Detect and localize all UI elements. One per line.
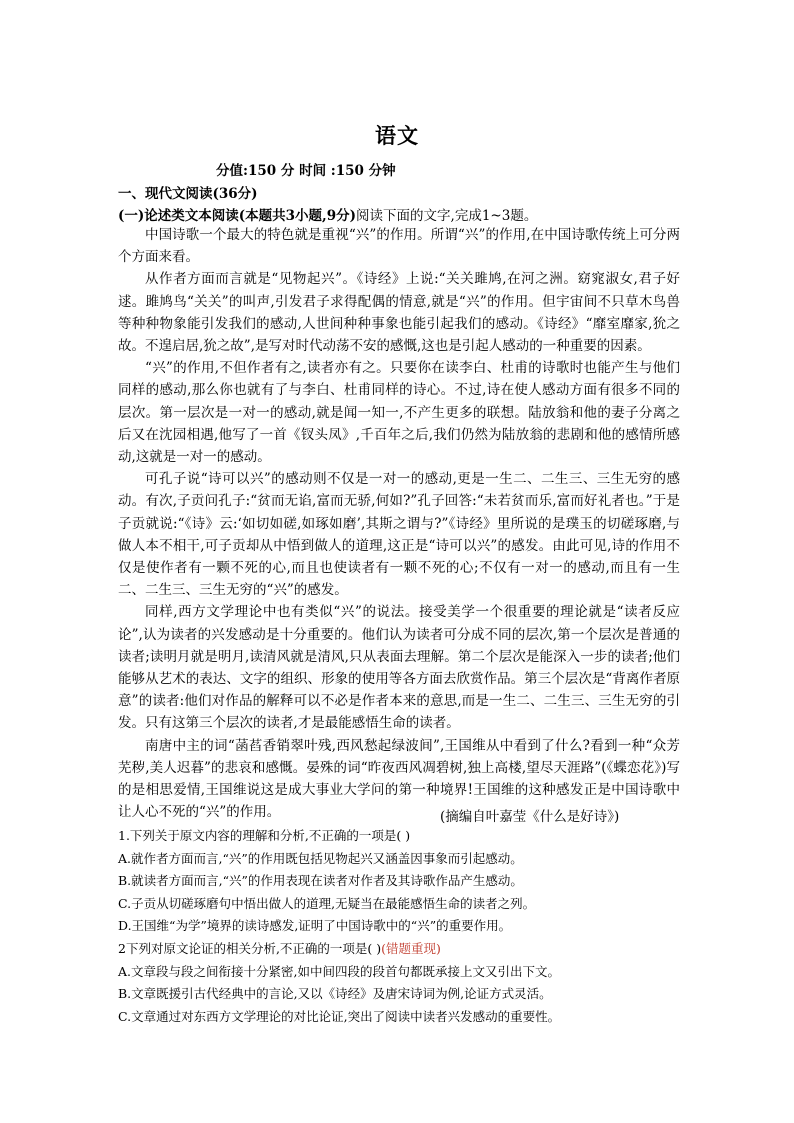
question-list xyxy=(118,825,680,1028)
question-stem: 1.下列关于原文内容的理解和分析,不正确的一项是( ) xyxy=(118,828,411,843)
passage-paragraph: “兴”的作用,不但作者有之,读者亦有之。只要你在读李白、杜甫的诗歌时也能产生与他们同样的感动,那么你也就有了与李白、杜甫同样的诗心。不过,诗在使人感动方面有很多不同的层次。第一层次是一对一的感动,就是闻一知一,不产生更多的联想。陆放翁和他的妻子分离之后又在沈园相遇,他写了一首《钗头凤》,千百年之后,我们仍然为陆放翁的悲剧和他的感情所感动,这就是一对一的感动。 xyxy=(118,360,680,466)
option-line: A.就作者方面而言,“兴”的作用既包括见物起兴又涵盖因事象而引起感动。 xyxy=(118,850,523,866)
error-review-tag: (错题重现) xyxy=(381,940,441,956)
sub-instruction: 阅读下面的文字,完成1~3题。 xyxy=(356,208,538,224)
option-line: C.子贡从切磋琢磨句中悟出做人的道理,无疑当在最能感悟生命的读者之列。 xyxy=(118,895,536,911)
passage-paragraph: 可孔子说“诗可以兴”的感动则不仅是一对一的感动,更是一生二、二生三、三生无穷的感动。有次,子贡问孔子:“贫而无谄,富而无骄,何如?”孔子回答:“未若贫而乐,富而好礼者也。”于是子贡就说:“《诗》云:‘如切如磋,如琢如磨’,其斯之谓与?”《诗经》里所说的是璞玉的切磋琢磨,与做人本不相干,可子贡却从中悟到做人的道理,这正是“诗可以兴”的感发。由此可见,诗的作用不仅是使作者有一颗不死的心,而且也使读者有一颗不死的心;不仅有一对一的感动,而且有一生二、二生三、三生无穷的“兴”的感发。 xyxy=(118,471,680,599)
passage-paragraph: 同样,西方文学理论中也有类似“兴”的说法。接受美学一个很重要的理论就是“读者反应论”,认为读者的兴发感动是十分重要的。他们认为读者可分成不同的层次,第一个层次是普通的读者;读明月就是明月,读清风就是清风,只从表面去理解。第二个层次是能深入一步的读者;他们能够从艺术的表达、文字的组织、形象的使用等各方面去欣赏作品。第三个层次是“背离作者原意”的读者:他们对作品的解释可以不必是作者本来的意思,而是一生二、二生三、三生无穷的引发。只有这第三个层次的读者,才是最能感悟生命的读者。 xyxy=(118,604,680,732)
page-title: 语文 xyxy=(375,123,419,148)
question-stem: 2下列对原文论证的相关分析,不正确的一项是( ) xyxy=(118,940,382,956)
passage-paragraph: 从作者方面而言就是“见物起兴”。《诗经》上说:“关关雎鸠,在河之洲。窈窕淑女,君子好逑。雎鸠鸟“关关”的叫声,引发君子求得配偶的情意,就是“兴”的作用。但宇宙间不只草木鸟兽等种种物象能引发我们的感动,人世间种种事象也能引起我们的感动。《诗经》“靡室靡家,狁之故。不遑启居,狁之故”,是写对时代动荡不安的感慨,这也是引起人感动的一种重要的因素。 xyxy=(118,271,680,355)
passage-paragraph: 中国诗歌一个最大的特色就是重视“兴”的作用。所谓“兴”的作用,在中国诗歌传统上可分两个方面来看。 xyxy=(118,227,680,266)
sub-heading: (一)论述类文本阅读(本题共3小题,9分) xyxy=(118,208,357,224)
option-line: B.就读者方面而言,“兴”的作用表现在读者对作者及其诗歌作品产生感动。 xyxy=(118,873,523,889)
section-heading: 一、现代文阅读(36分) xyxy=(118,186,258,202)
option-line: C.文章通过对东西方文学理论的对比论证,突出了阅读中读者兴发感动的重要性。 xyxy=(118,1008,561,1024)
question-stem-line xyxy=(118,938,680,961)
option-line: B.文章既援引古代经典中的言论,又以《诗经》及唐宋诗词为例,论证方式灵活。 xyxy=(118,986,552,1002)
passage-paragraph: 南唐中主的词“菡萏香销翠叶残,西风愁起绿波间”,王国维从中看到了什么?看到一种“众芳芜秽,美人迟暮”的悲哀和感慨。晏殊的词“昨夜西风凋碧树,独上高楼,望尽天涯路”(《蝶恋花》)写的是相思爱情,王国维说这是成大事业大学问的第一种境界!王国维的这种感发正是中国诗歌中让人心不死的“兴”的作用。 xyxy=(118,737,680,821)
exam-meta: 分值:150 分 时间 :150 分钟 xyxy=(216,163,396,179)
option-line: A.文章段与段之间衔接十分紧密,如中间四段的段首句都既承接上文又引出下文。 xyxy=(118,963,560,979)
sub-heading-line xyxy=(118,204,537,224)
reading-passage xyxy=(118,224,680,823)
passage-source: (摘编自叶嘉莹《什么是好诗》) xyxy=(440,809,620,825)
option-line: D.王国维“为学”境界的读诗感发,证明了中国诗歌中的“兴”的重要作用。 xyxy=(118,918,512,934)
